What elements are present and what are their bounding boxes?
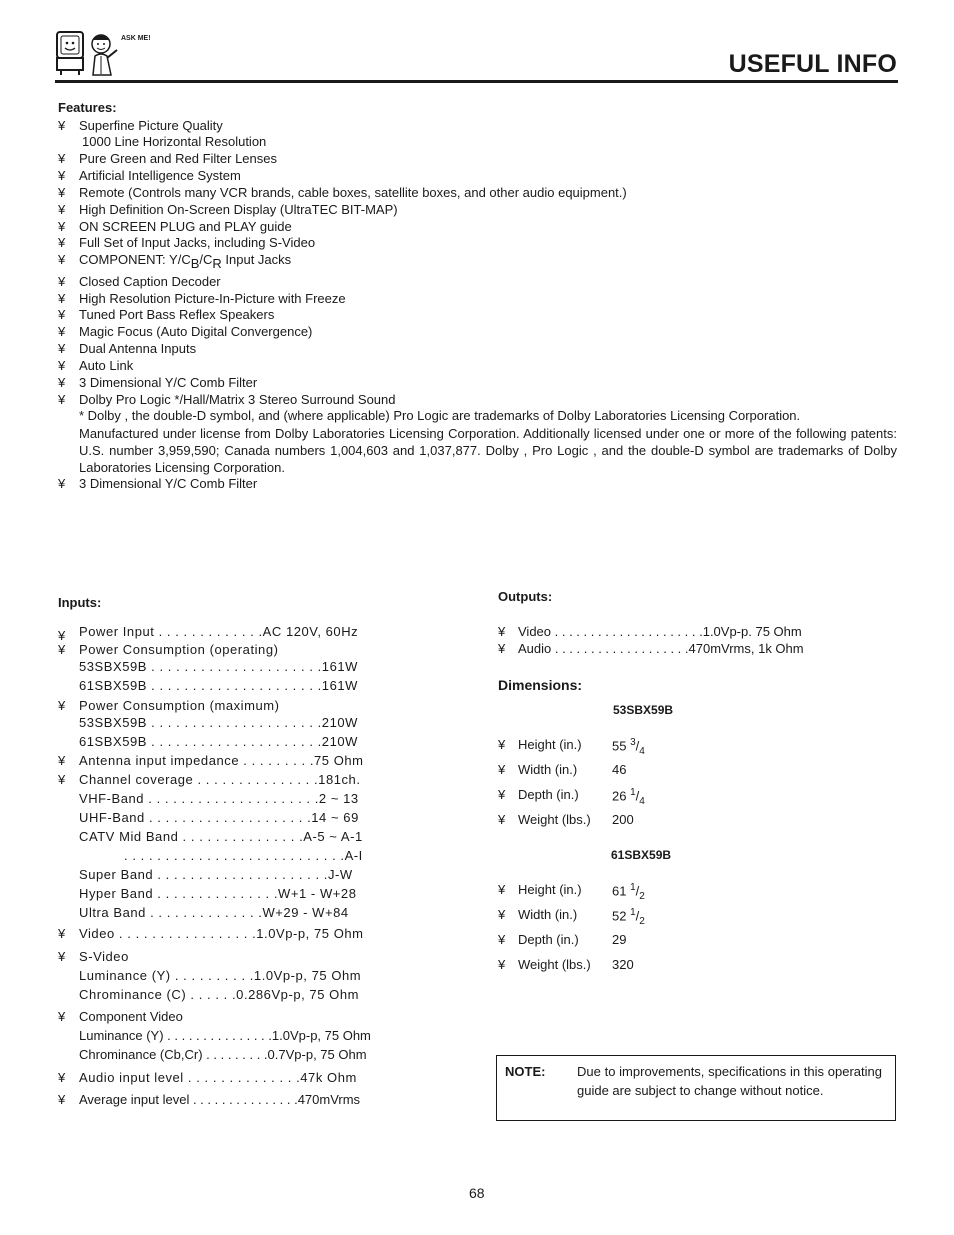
input-spec: Video . . . . . . . . . . . . . . . . .1.0Vp-p, 75 Ohm xyxy=(79,926,364,941)
input-spec: . . . . . . . . . . . . . . . . . . . . . . . . . . .A-I xyxy=(124,848,363,863)
input-spec: Chrominance (C) . . . . . .0.286Vp-p, 75 Ohm xyxy=(79,987,359,1002)
bullet: ¥ xyxy=(498,641,506,656)
bullet: ¥ xyxy=(498,624,506,639)
bullet: ¥ xyxy=(58,274,66,289)
ask-me-logo xyxy=(55,28,151,78)
input-spec: S-Video xyxy=(79,949,129,964)
bullet: ¥ xyxy=(58,341,66,356)
input-spec: Chrominance (Cb,Cr) . . . . . . . . .0.7Vp-p, 75 Ohm xyxy=(79,1047,367,1062)
fraction-denominator: 4 xyxy=(639,745,645,757)
bullet: ¥ xyxy=(58,324,66,339)
note-text: Due to improvements, specifications in this operating guide are subject to change without notice. xyxy=(577,1064,882,1098)
page-title: USEFUL INFO xyxy=(728,50,897,78)
dimension-value: 46 xyxy=(612,762,627,777)
fraction-numerator: 3 xyxy=(630,737,636,748)
feature-item: Pure Green and Red Filter Lenses xyxy=(79,151,277,166)
feature-item: ON SCREEN PLUG and PLAY guide xyxy=(79,219,292,234)
input-spec: Component Video xyxy=(79,1009,183,1024)
value-whole: 55 xyxy=(612,738,631,754)
feature-item: High Resolution Picture-In-Picture with Freeze xyxy=(79,291,346,306)
bullet: ¥ xyxy=(58,926,66,941)
bullet: ¥ xyxy=(498,787,506,802)
bullet: ¥ xyxy=(498,762,506,777)
bullet: ¥ xyxy=(58,358,66,373)
output-spec: Video . . . . . . . . . . . . . . . . . . . . .1.0Vp-p. 75 Ohm xyxy=(518,624,802,639)
input-spec: Ultra Band . . . . . . . . . . . . . .W+29 - W+84 xyxy=(79,905,349,920)
bullet: ¥ xyxy=(58,219,66,234)
bullet: ¥ xyxy=(498,812,506,827)
bullet: ¥ xyxy=(58,772,66,787)
fraction-numerator: 1 xyxy=(630,882,636,893)
bullet: ¥ xyxy=(498,907,506,922)
bullet: ¥ xyxy=(498,737,506,752)
bullet: ¥ xyxy=(58,118,66,133)
bullet: ¥ xyxy=(58,1092,66,1107)
input-spec: VHF-Band . . . . . . . . . . . . . . . . . . . . .2 ~ 13 xyxy=(79,791,359,806)
input-spec: 61SBX59B . . . . . . . . . . . . . . . . . . . . .210W xyxy=(79,734,358,749)
fraction-slash: / xyxy=(635,738,640,754)
dimension-label: Width (in.) xyxy=(518,907,578,922)
dimension-value: 29 xyxy=(612,932,627,947)
fraction-numerator: 1 xyxy=(630,907,636,918)
bullet: ¥ xyxy=(58,291,66,306)
dimension-label: Width (in.) xyxy=(518,762,578,777)
bullet: ¥ xyxy=(58,1009,66,1024)
subscript-b: B xyxy=(190,256,200,271)
dimension-value: 200 xyxy=(612,812,634,827)
bullet: ¥ xyxy=(498,932,506,947)
component-text: COMPONENT: Y/C xyxy=(79,252,191,267)
feature-item: Auto Link xyxy=(79,358,134,373)
feature-item: Dual Antenna Inputs xyxy=(79,341,197,356)
model-61sbx59b-label: 61SBX59B xyxy=(611,848,672,862)
bullet: ¥ xyxy=(58,252,66,267)
dimension-label: Weight (lbs.) xyxy=(518,812,591,827)
feature-item: Magic Focus (Auto Digital Convergence) xyxy=(79,324,313,339)
value-whole: 26 xyxy=(612,788,631,804)
bullet: ¥ xyxy=(58,151,66,166)
dolby-trademark-note: * Dolby , the double-D symbol, and (where applicable) Pro Logic are trademarks of Dolby Laboratories Licensing Corporation. xyxy=(79,408,801,423)
feature-item: Full Set of Input Jacks, including S-Video xyxy=(79,235,316,250)
dimension-value xyxy=(612,787,645,807)
features-heading: Features: xyxy=(58,100,117,115)
dimension-label: Weight (lbs.) xyxy=(518,957,591,972)
input-spec: Audio input level . . . . . . . . . . . . . .47k Ohm xyxy=(79,1070,357,1085)
bullet: ¥ xyxy=(58,235,66,250)
dolby-license-paragraph: Manufactured under license from Dolby Laboratories Licensing Corporation. Additionally licensed under one or more of the following patents: U.S. number 3,959,590; Canada numbers 1,004,603 and 1,037,877. Dolby , Pro Logic , and the double-D symbol are trademarks of Dolby Laboratories Licensing Corporation. xyxy=(79,426,897,475)
feature-item: Superfine Picture Quality xyxy=(79,118,223,133)
bullet: ¥ xyxy=(58,628,66,643)
fraction-denominator: 2 xyxy=(639,915,645,927)
input-spec: Luminance (Y) . . . . . . . . . . . . . . .1.0Vp-p, 75 Ohm xyxy=(79,1028,371,1043)
feature-item: Dolby Pro Logic */Hall/Matrix 3 Stereo Surround Sound xyxy=(79,392,396,407)
bullet: ¥ xyxy=(58,476,66,491)
logo-text: ASK ME! xyxy=(121,35,151,42)
bullet: ¥ xyxy=(58,307,66,322)
dimension-label: Height (in.) xyxy=(518,882,582,897)
feature-item: High Definition On-Screen Display (UltraTEC BIT-MAP) xyxy=(79,202,398,217)
input-spec: Channel coverage . . . . . . . . . . . . . . .181ch. xyxy=(79,772,361,787)
dimension-value: 320 xyxy=(612,957,634,972)
fraction-slash: / xyxy=(635,908,640,924)
fraction-denominator: 2 xyxy=(639,890,645,902)
feature-item: 3 Dimensional Y/C Comb Filter xyxy=(79,375,258,390)
input-spec: Power Consumption (operating) xyxy=(79,642,279,657)
input-spec: Hyper Band . . . . . . . . . . . . . . .W+1 - W+28 xyxy=(79,886,357,901)
inputs-heading: Inputs: xyxy=(58,595,102,610)
page-number: 68 xyxy=(469,1185,485,1201)
value-whole: 61 xyxy=(612,883,631,899)
bullet: ¥ xyxy=(58,753,66,768)
subscript-r: R xyxy=(212,256,222,271)
component-text-3: Input Jacks xyxy=(221,252,292,267)
fraction-slash: / xyxy=(635,883,640,899)
note-label: NOTE: xyxy=(505,1064,546,1079)
dimension-label: Depth (in.) xyxy=(518,932,579,947)
bullet: ¥ xyxy=(58,698,66,713)
bullet: ¥ xyxy=(498,957,506,972)
feature-item: Tuned Port Bass Reflex Speakers xyxy=(79,307,275,322)
outputs-heading: Outputs: xyxy=(498,589,553,604)
dimension-label: Height (in.) xyxy=(518,737,582,752)
feature-item: Closed Caption Decoder xyxy=(79,274,221,289)
bullet: ¥ xyxy=(58,1070,66,1085)
header-rule xyxy=(55,80,898,83)
input-spec: Power Input . . . . . . . . . . . . .AC 120V, 60Hz xyxy=(79,624,359,639)
feature-item-component xyxy=(79,252,291,271)
value-whole: 52 xyxy=(612,908,631,924)
bullet: ¥ xyxy=(58,168,66,183)
input-spec: Average input level . . . . . . . . . . . . . . .470mVrms xyxy=(79,1092,361,1107)
dimension-value xyxy=(612,737,645,757)
fraction-denominator: 4 xyxy=(639,795,645,807)
model-53sbx59b-label: 53SBX59B xyxy=(613,703,674,717)
input-spec: CATV Mid Band . . . . . . . . . . . . . . .A-5 ~ A-1 xyxy=(79,829,363,844)
input-spec: Luminance (Y) . . . . . . . . . .1.0Vp-p, 75 Ohm xyxy=(79,968,362,983)
dimension-value xyxy=(612,882,645,902)
feature-subitem: 1000 Line Horizontal Resolution xyxy=(82,134,267,149)
input-spec: 53SBX59B . . . . . . . . . . . . . . . . . . . . .210W xyxy=(79,715,358,730)
bullet: ¥ xyxy=(58,642,66,657)
dimension-value xyxy=(612,907,645,927)
fraction-numerator: 1 xyxy=(630,787,636,798)
bullet: ¥ xyxy=(58,392,66,407)
output-spec: Audio . . . . . . . . . . . . . . . . . . .470mVrms, 1k Ohm xyxy=(518,641,804,656)
component-text-2: /C xyxy=(199,252,213,267)
dimensions-heading: Dimensions: xyxy=(498,677,583,693)
feature-item: Artificial Intelligence System xyxy=(79,168,241,183)
bullet: ¥ xyxy=(58,375,66,390)
input-spec: 53SBX59B . . . . . . . . . . . . . . . . . . . . .161W xyxy=(79,659,358,674)
input-spec: Power Consumption (maximum) xyxy=(79,698,280,713)
dimension-label: Depth (in.) xyxy=(518,787,579,802)
input-spec: Antenna input impedance . . . . . . . . .75 Ohm xyxy=(79,753,364,768)
input-spec: Super Band . . . . . . . . . . . . . . . . . . . . .J-W xyxy=(79,867,353,882)
note-box xyxy=(496,1055,896,1121)
bullet: ¥ xyxy=(498,882,506,897)
fraction-slash: / xyxy=(635,788,640,804)
input-spec: 61SBX59B . . . . . . . . . . . . . . . . . . . . .161W xyxy=(79,678,358,693)
bullet: ¥ xyxy=(58,185,66,200)
bullet: ¥ xyxy=(58,202,66,217)
feature-item: 3 Dimensional Y/C Comb Filter xyxy=(79,476,258,491)
feature-item: Remote (Controls many VCR brands, cable boxes, satellite boxes, and other audio equipment.) xyxy=(79,185,627,200)
input-spec: UHF-Band . . . . . . . . . . . . . . . . . . . .14 ~ 69 xyxy=(79,810,359,825)
bullet: ¥ xyxy=(58,949,66,964)
